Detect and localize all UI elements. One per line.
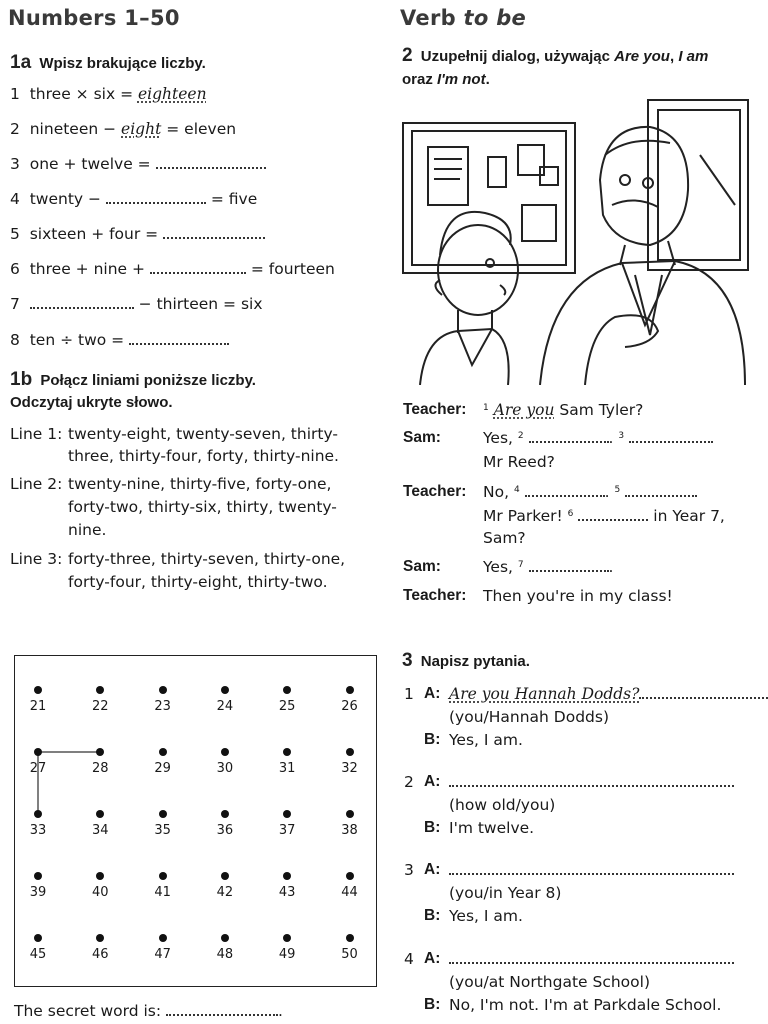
- reply-text: I'm twelve.: [449, 819, 535, 837]
- exercise-instruction: Połącz liniami poniższe liczby.: [40, 372, 256, 389]
- line-label: Line 3:: [10, 550, 63, 568]
- exercise-2-heading: [402, 44, 708, 91]
- grid-dot[interactable]: [221, 934, 229, 942]
- question-cue: (you/Hannah Dodds): [449, 708, 610, 726]
- gap-number: 5: [614, 485, 621, 495]
- grid-dot[interactable]: [221, 748, 229, 756]
- grid-number: 49: [278, 947, 296, 962]
- secret-word-blank[interactable]: [166, 1002, 278, 1016]
- answer-blank[interactable]: [449, 950, 734, 964]
- grid-number: 36: [216, 823, 234, 838]
- answer-field[interactable]: Are you Hannah Dodds?: [449, 685, 640, 703]
- item-number: 3: [404, 861, 414, 879]
- answer-blank[interactable]: [30, 295, 134, 309]
- grid-number: 37: [278, 823, 296, 838]
- teacher-student-illustration: [400, 95, 750, 385]
- answer-blank[interactable]: [163, 225, 265, 239]
- section-title-verb: [400, 6, 526, 30]
- question-cue: (you/at Northgate School): [449, 973, 650, 991]
- dialog-text: No,: [483, 483, 514, 501]
- gap-number: 1: [483, 403, 489, 413]
- item-number: 4: [10, 190, 20, 208]
- list-item: [10, 189, 257, 209]
- list-item: [10, 119, 236, 139]
- speaker-label: Teacher:: [403, 401, 467, 418]
- line-text: forty-two, thirty-six, thirty, twenty-: [68, 498, 337, 516]
- grid-dot[interactable]: [34, 810, 42, 818]
- answer-blank[interactable]: [529, 429, 609, 443]
- grid-dot[interactable]: [346, 934, 354, 942]
- grid-number: 34: [92, 823, 109, 838]
- speaker-a: A:: [424, 861, 441, 878]
- grid-dot[interactable]: [221, 686, 229, 694]
- answer-blank[interactable]: [639, 685, 768, 699]
- list-item: [10, 154, 266, 174]
- gap-number: 4: [513, 485, 520, 495]
- speaker-a: A:: [424, 950, 441, 967]
- line-clue: [10, 473, 337, 542]
- item-text: twenty −: [29, 190, 106, 208]
- line-text: twenty-nine, thirty-five, forty-one,: [68, 475, 332, 493]
- question-item: [404, 858, 764, 928]
- exercise-1b-heading: [10, 369, 256, 414]
- answer-blank[interactable]: [449, 861, 734, 875]
- grid-dot[interactable]: [34, 748, 42, 756]
- dialog-text: Yes,: [483, 429, 518, 447]
- line-clue: [10, 423, 339, 467]
- item-number: 6: [10, 260, 20, 278]
- dialog-text: Yes,: [483, 558, 518, 576]
- dialog-text: Mr Parker!: [483, 507, 568, 525]
- item-number: 2: [10, 120, 20, 138]
- answer-blank[interactable]: [150, 260, 246, 274]
- line-text: forty-three, thirty-seven, thirty-one,: [68, 550, 346, 568]
- exercise-number: 3: [402, 650, 413, 671]
- title-text: Verb: [400, 6, 464, 30]
- grid-dot[interactable]: [159, 810, 167, 818]
- line-text: nine.: [68, 521, 107, 539]
- item-number: 8: [10, 331, 20, 349]
- item-text: = five: [205, 190, 258, 208]
- answer-blank[interactable]: [578, 507, 648, 521]
- instruction-text: I am: [678, 48, 709, 65]
- line-text: three, thirty-four, forty, thirty-nine.: [68, 447, 339, 465]
- answer-blank[interactable]: [529, 558, 609, 572]
- grid-number: 42: [216, 885, 234, 900]
- grid-number: 40: [92, 885, 109, 900]
- instruction-text: oraz: [402, 71, 438, 88]
- grid-dot[interactable]: [34, 872, 42, 880]
- instruction-text: I'm not: [437, 71, 486, 88]
- grid-number: 41: [154, 885, 171, 900]
- list-item: [10, 224, 265, 244]
- answer-blank[interactable]: [525, 483, 605, 497]
- answer-blank[interactable]: [106, 190, 206, 204]
- speaker-a: A:: [424, 685, 441, 702]
- answer-blank[interactable]: [629, 429, 713, 443]
- speaker-label: Sam:: [403, 429, 441, 446]
- list-item: [10, 330, 229, 350]
- exercise-1a-heading: [10, 52, 206, 75]
- grid-number: 32: [341, 761, 358, 776]
- question-cue: (you/in Year 8): [449, 884, 562, 902]
- list-item: [10, 294, 263, 314]
- grid-number: 31: [278, 761, 296, 776]
- item-number: 5: [10, 225, 20, 243]
- dialog-text: Sam?: [483, 529, 526, 547]
- speaker-label: Sam:: [403, 558, 441, 575]
- instruction-text: .: [485, 71, 490, 88]
- exercise-instruction: Odczytaj ukryte słowo.: [10, 394, 173, 411]
- item-number: 3: [10, 155, 20, 173]
- exercise-number: 1b: [10, 369, 33, 390]
- item-number: 7: [10, 295, 20, 313]
- grid-dot[interactable]: [159, 872, 167, 880]
- line-text: twenty-eight, twenty-seven, thirty-: [68, 425, 338, 443]
- dot-grid[interactable]: [14, 655, 377, 987]
- grid-number: 43: [278, 885, 296, 900]
- grid-dot[interactable]: [346, 748, 354, 756]
- exercise-number: 2: [402, 45, 413, 66]
- speaker-b: B:: [424, 731, 441, 748]
- instruction-text: ,: [669, 48, 679, 65]
- grid-number: 25: [278, 699, 296, 714]
- grid-dot[interactable]: [34, 934, 42, 942]
- speaker-b: B:: [424, 907, 441, 924]
- gap-number: 3: [618, 431, 625, 441]
- grid-number: 28: [92, 761, 109, 776]
- reply-text: Yes, I am.: [449, 907, 523, 925]
- grid-dot[interactable]: [159, 686, 167, 694]
- grid-number: 48: [216, 947, 234, 962]
- grid-number: 33: [29, 823, 47, 838]
- grid-number: 21: [29, 699, 47, 714]
- grid-dot[interactable]: [221, 810, 229, 818]
- gap-number: 6: [567, 509, 574, 519]
- answer-blank[interactable]: [129, 331, 229, 345]
- question-item: [404, 947, 764, 1019]
- dialog-text: Sam Tyler?: [554, 401, 644, 419]
- grid-dot[interactable]: [221, 872, 229, 880]
- question-cue: (how old/you): [449, 796, 556, 814]
- item-text: three + nine +: [29, 260, 150, 278]
- question-item: [404, 770, 764, 840]
- answer-blank[interactable]: [156, 155, 266, 169]
- connecting-line: [15, 656, 376, 986]
- reply-text: Yes, I am.: [449, 731, 523, 749]
- gap-number: 2: [517, 431, 524, 441]
- speaker-label: Teacher:: [403, 483, 467, 500]
- grid-number: 50: [341, 947, 358, 962]
- list-item: [10, 84, 207, 104]
- grid-number: 39: [29, 885, 47, 900]
- grid-number: 27: [29, 761, 47, 776]
- exercise-3-heading: [402, 650, 530, 673]
- grid-dot[interactable]: [159, 934, 167, 942]
- speaker-a: A:: [424, 773, 441, 790]
- grid-number: 23: [154, 699, 171, 714]
- item-text: sixteen + four =: [29, 225, 164, 243]
- item-text: − thirteen = six: [133, 295, 263, 313]
- dialog-text: Mr Reed?: [483, 453, 555, 471]
- grid-number: 26: [341, 699, 358, 714]
- answer-blank[interactable]: [625, 483, 697, 497]
- grid-dot[interactable]: [34, 686, 42, 694]
- line-label: Line 2:: [10, 475, 63, 493]
- grid-number: 46: [92, 947, 109, 962]
- secret-word-label: The secret word is:: [14, 1002, 162, 1020]
- grid-dot[interactable]: [159, 748, 167, 756]
- grid-number: 29: [154, 761, 171, 776]
- item-number: 4: [404, 950, 414, 968]
- question-item: [404, 682, 764, 752]
- item-number: 1: [404, 685, 414, 703]
- grid-number: 45: [29, 947, 47, 962]
- line-clue: [10, 548, 345, 594]
- dialog: [403, 398, 763, 618]
- item-text: three × six =: [29, 85, 138, 103]
- answer-blank[interactable]: [449, 773, 734, 787]
- grid-dot[interactable]: [346, 872, 354, 880]
- exercise-instruction: Napisz pytania.: [420, 653, 530, 670]
- gap-number: 7: [517, 560, 524, 570]
- section-title-numbers: Numbers 1–50: [8, 6, 180, 30]
- item-text: one + twelve =: [29, 155, 156, 173]
- dialog-text: .: [604, 483, 610, 501]
- title-italic: to be: [463, 6, 527, 30]
- instruction-text: Are you: [614, 48, 670, 65]
- grid-number: 35: [154, 823, 171, 838]
- grid-number: 22: [92, 699, 109, 714]
- line-text: forty-four, thirty-eight, thirty-two.: [68, 573, 328, 591]
- dialog-text: .: [608, 429, 614, 447]
- speaker-b: B:: [424, 819, 441, 836]
- grid-number: 30: [216, 761, 234, 776]
- dialog-text: in Year 7,: [648, 507, 725, 525]
- grid-dot[interactable]: [346, 686, 354, 694]
- secret-word: The secret word is: .: [14, 1002, 283, 1020]
- speaker-b: B:: [424, 996, 441, 1013]
- reply-text: No, I'm not. I'm at Parkdale School.: [449, 996, 722, 1014]
- answer-field[interactable]: eight: [121, 120, 162, 138]
- speaker-label: Teacher:: [403, 587, 467, 604]
- dialog-text: .: [608, 558, 614, 576]
- answer-field[interactable]: Are you: [493, 401, 555, 419]
- item-number: 2: [404, 773, 414, 791]
- exercise-number: 1a: [10, 52, 32, 73]
- list-item: [10, 259, 335, 279]
- item-text: ten ÷ two =: [29, 331, 130, 349]
- instruction-text: Uzupełnij dialog, używając: [420, 48, 615, 65]
- answer-field[interactable]: eighteen: [137, 85, 207, 103]
- line-label: Line 1:: [10, 425, 63, 443]
- grid-number: 47: [154, 947, 171, 962]
- grid-number: 44: [341, 885, 358, 900]
- grid-dot[interactable]: [346, 810, 354, 818]
- exercise-instruction: Wpisz brakujące liczby.: [39, 55, 206, 72]
- dialog-text: Then you're in my class!: [483, 587, 673, 605]
- item-text: nineteen −: [29, 120, 122, 138]
- grid-number: 24: [216, 699, 234, 714]
- item-text: = eleven: [161, 120, 237, 138]
- item-text: = fourteen: [245, 260, 335, 278]
- grid-number: 38: [341, 823, 358, 838]
- item-number: 1: [10, 85, 20, 103]
